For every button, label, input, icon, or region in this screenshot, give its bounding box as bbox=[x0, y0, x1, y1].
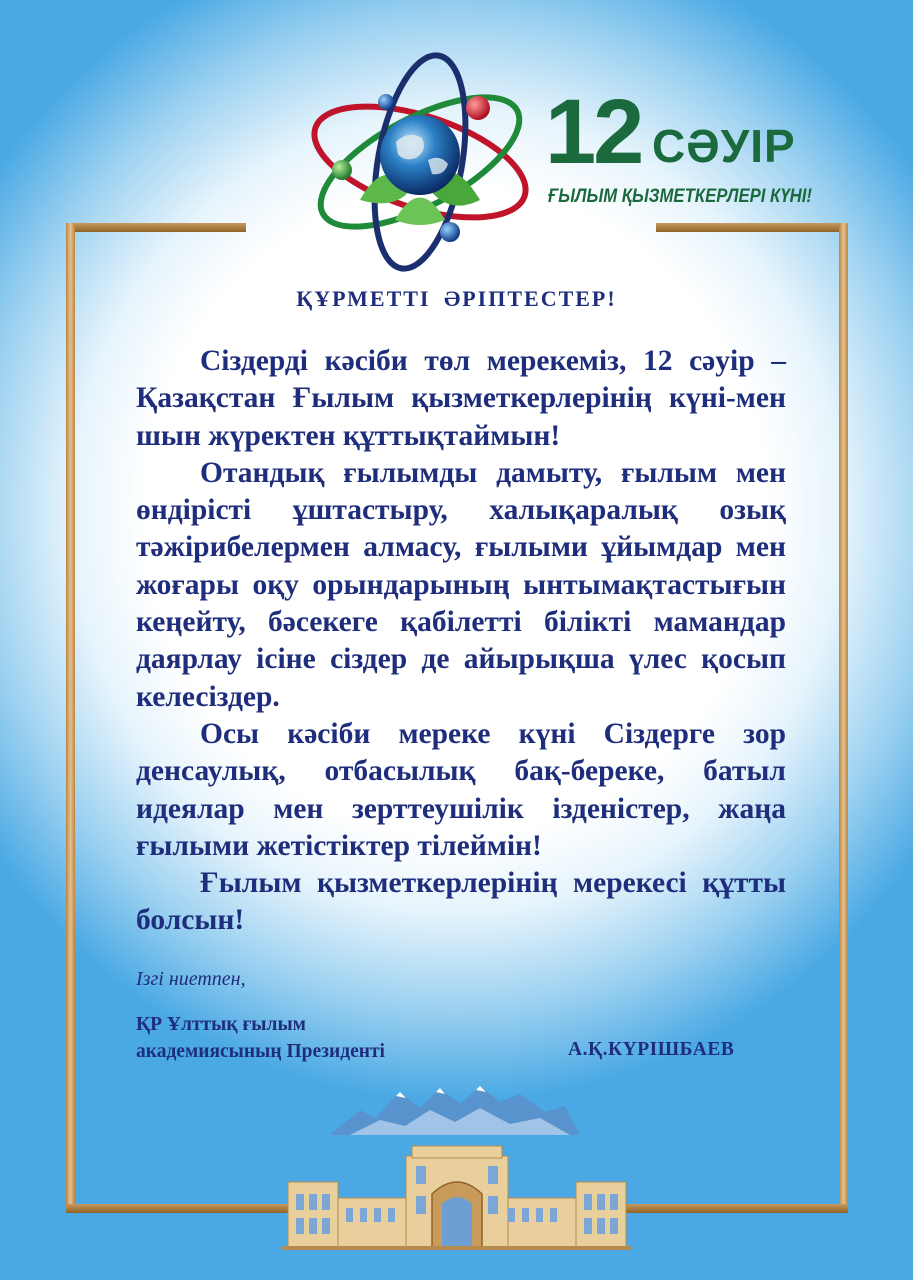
atom-globe-logo bbox=[300, 50, 540, 275]
closing-regards: Ізгі ниетпен, bbox=[136, 968, 246, 990]
frame-left bbox=[66, 223, 75, 1213]
letter-body bbox=[136, 343, 786, 940]
frame-right bbox=[839, 223, 848, 1213]
letter-heading: ҚҰРМЕТТІ ӘРІПТЕСТЕР! bbox=[296, 286, 617, 311]
frame-top-right bbox=[656, 223, 848, 232]
mountains-graphic bbox=[330, 1080, 580, 1140]
signer-title-line2: академиясының Президенті bbox=[136, 1041, 385, 1062]
academy-building-graphic bbox=[282, 1142, 632, 1250]
holiday-subtitle: ҒЫЛЫМ ҚЫЗМЕТКЕРЛЕРІ КҮНІ! bbox=[548, 186, 812, 207]
signer-name: А.Қ.КҮРІШБАЕВ bbox=[568, 1039, 735, 1060]
letter-paragraph: Ғылым қызметкерлерінің мерекесі құтты болсын! bbox=[136, 867, 786, 937]
date-number: 12 bbox=[545, 81, 642, 183]
signer-title bbox=[136, 1011, 385, 1065]
letter-paragraph: Отандық ғылымды дамыту, ғылым мен өндірісті ұштастыру, халықаралық озық тәжірибелермен алмасу, ғылыми ұйымдар мен жоғары оқу орындарының ынтымақтастығын кеңейту, бәсекеге қабілетті білікті мамандар даярлау ісіне сіздер де айырықша үлес қосып келесіздер. bbox=[136, 456, 786, 713]
frame-bottom-right bbox=[626, 1204, 848, 1213]
letter-paragraph: Осы кәсіби мереке күні Сіздерге зор денсаулық, отбасылық бақ-береке, батыл идеялар мен зерттеушілік ізденістер, жаңа ғылыми жетістіктер тілеймін! bbox=[136, 717, 786, 862]
date-month: СӘУІР bbox=[652, 120, 796, 172]
frame-bottom-left bbox=[66, 1204, 296, 1213]
signer-title-line1: ҚР Ұлттық ғылым bbox=[136, 1014, 306, 1035]
letter-paragraph: Сіздерді кәсіби төл мерекеміз, 12 сәуір – Қазақстан Ғылым қызметкерлерінің күні-мен шын жүректен құттықтаймын! bbox=[136, 345, 786, 452]
frame-top-left bbox=[66, 223, 246, 232]
